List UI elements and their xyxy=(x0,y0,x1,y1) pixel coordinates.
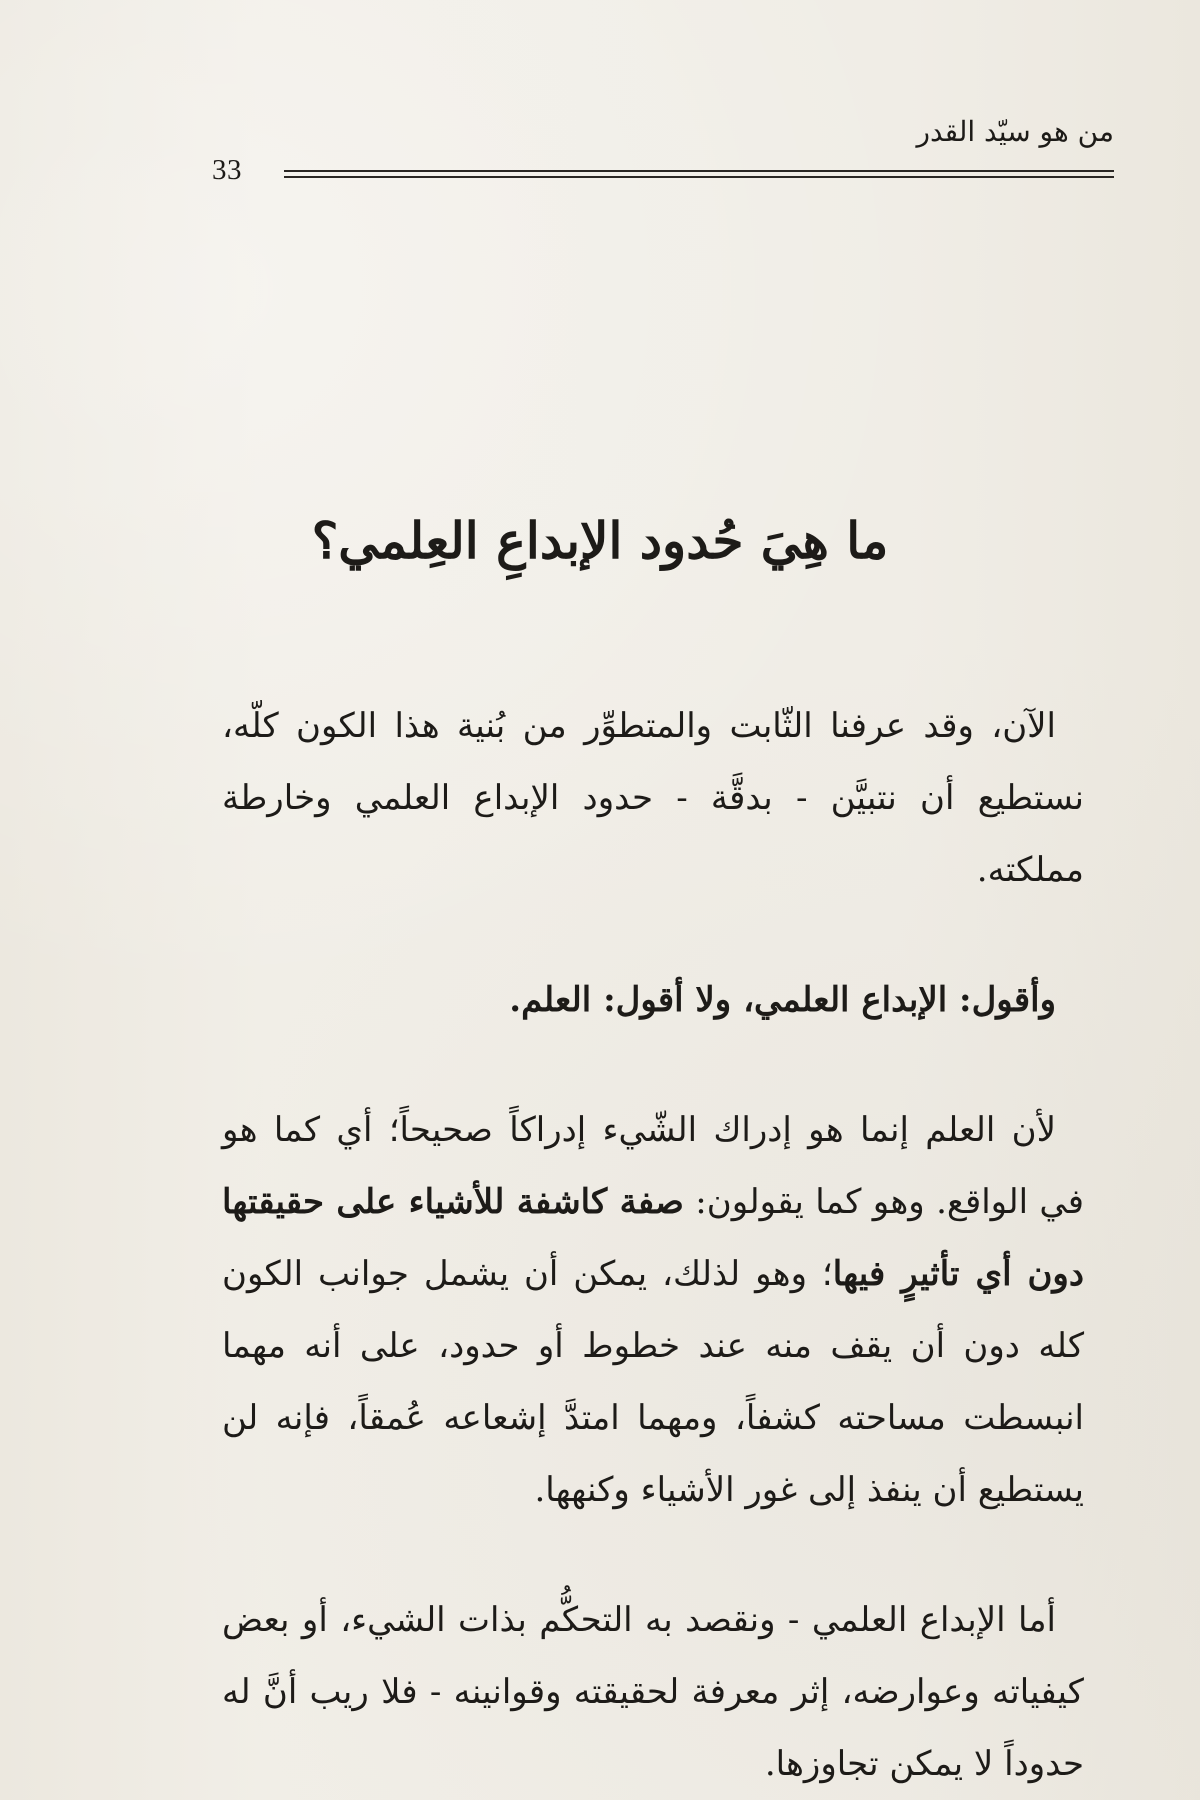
body-text xyxy=(222,690,1084,1800)
page-number: 33 xyxy=(212,154,242,186)
paragraph-3-part-2: ؛ وهو لذلك، يمكن أن يشمل جوانب الكون كله دون أن يقف منه عند خطوط أو حدود، على أنه مهما انبسطت مساحته كشفاً، ومهما امتدَّ إشعاعه عُمقاً، فإنه لن يستطيع أن ينفذ إلى غور الأشياء وكنهها. xyxy=(222,1254,1085,1510)
header-rule-bottom xyxy=(284,176,1114,178)
paragraph-3-bold-text: صفة كاشفة للأشياء على حقيقتها دون أي تأثيرٍ فيها xyxy=(222,1182,1084,1294)
header-rule-top xyxy=(284,170,1114,172)
paragraph-4: أما الإبداع العلمي - ونقصد به التحكُّم بذات الشيء، أو بعض كيفياته وعوارضه، إثر معرفة لحقيقته وقوانينه - فلا ريب أنَّ له حدوداً لا يمكن تجاوزها. xyxy=(222,1600,1084,1784)
paragraph-3-part-1: لأن العلم إنما هو إدراك الشّيء إدراكاً صحيحاً؛ أي كما هو في الواقع. وهو كما يقولون: xyxy=(222,1110,1084,1222)
header-rule xyxy=(284,170,1114,180)
paragraph-1: الآن، وقد عرفنا الثّابت والمتطوِّر من بُنية هذا الكون كلّه، نستطيع أن نتبيَّن - بدقَّة - حدود الإبداع العلمي وخارطة مملكته. xyxy=(222,706,1084,890)
paragraph-3 xyxy=(222,1094,1084,1526)
section-heading: ما هِيَ حُدود الإبداعِ العِلمي؟ xyxy=(311,511,889,570)
paragraph-2: وأقول: الإبداع العلمي، ولا أقول: العلم. xyxy=(509,980,1056,1020)
page-header xyxy=(212,115,1120,188)
running-title: من هو سيّد القدر xyxy=(916,115,1114,148)
